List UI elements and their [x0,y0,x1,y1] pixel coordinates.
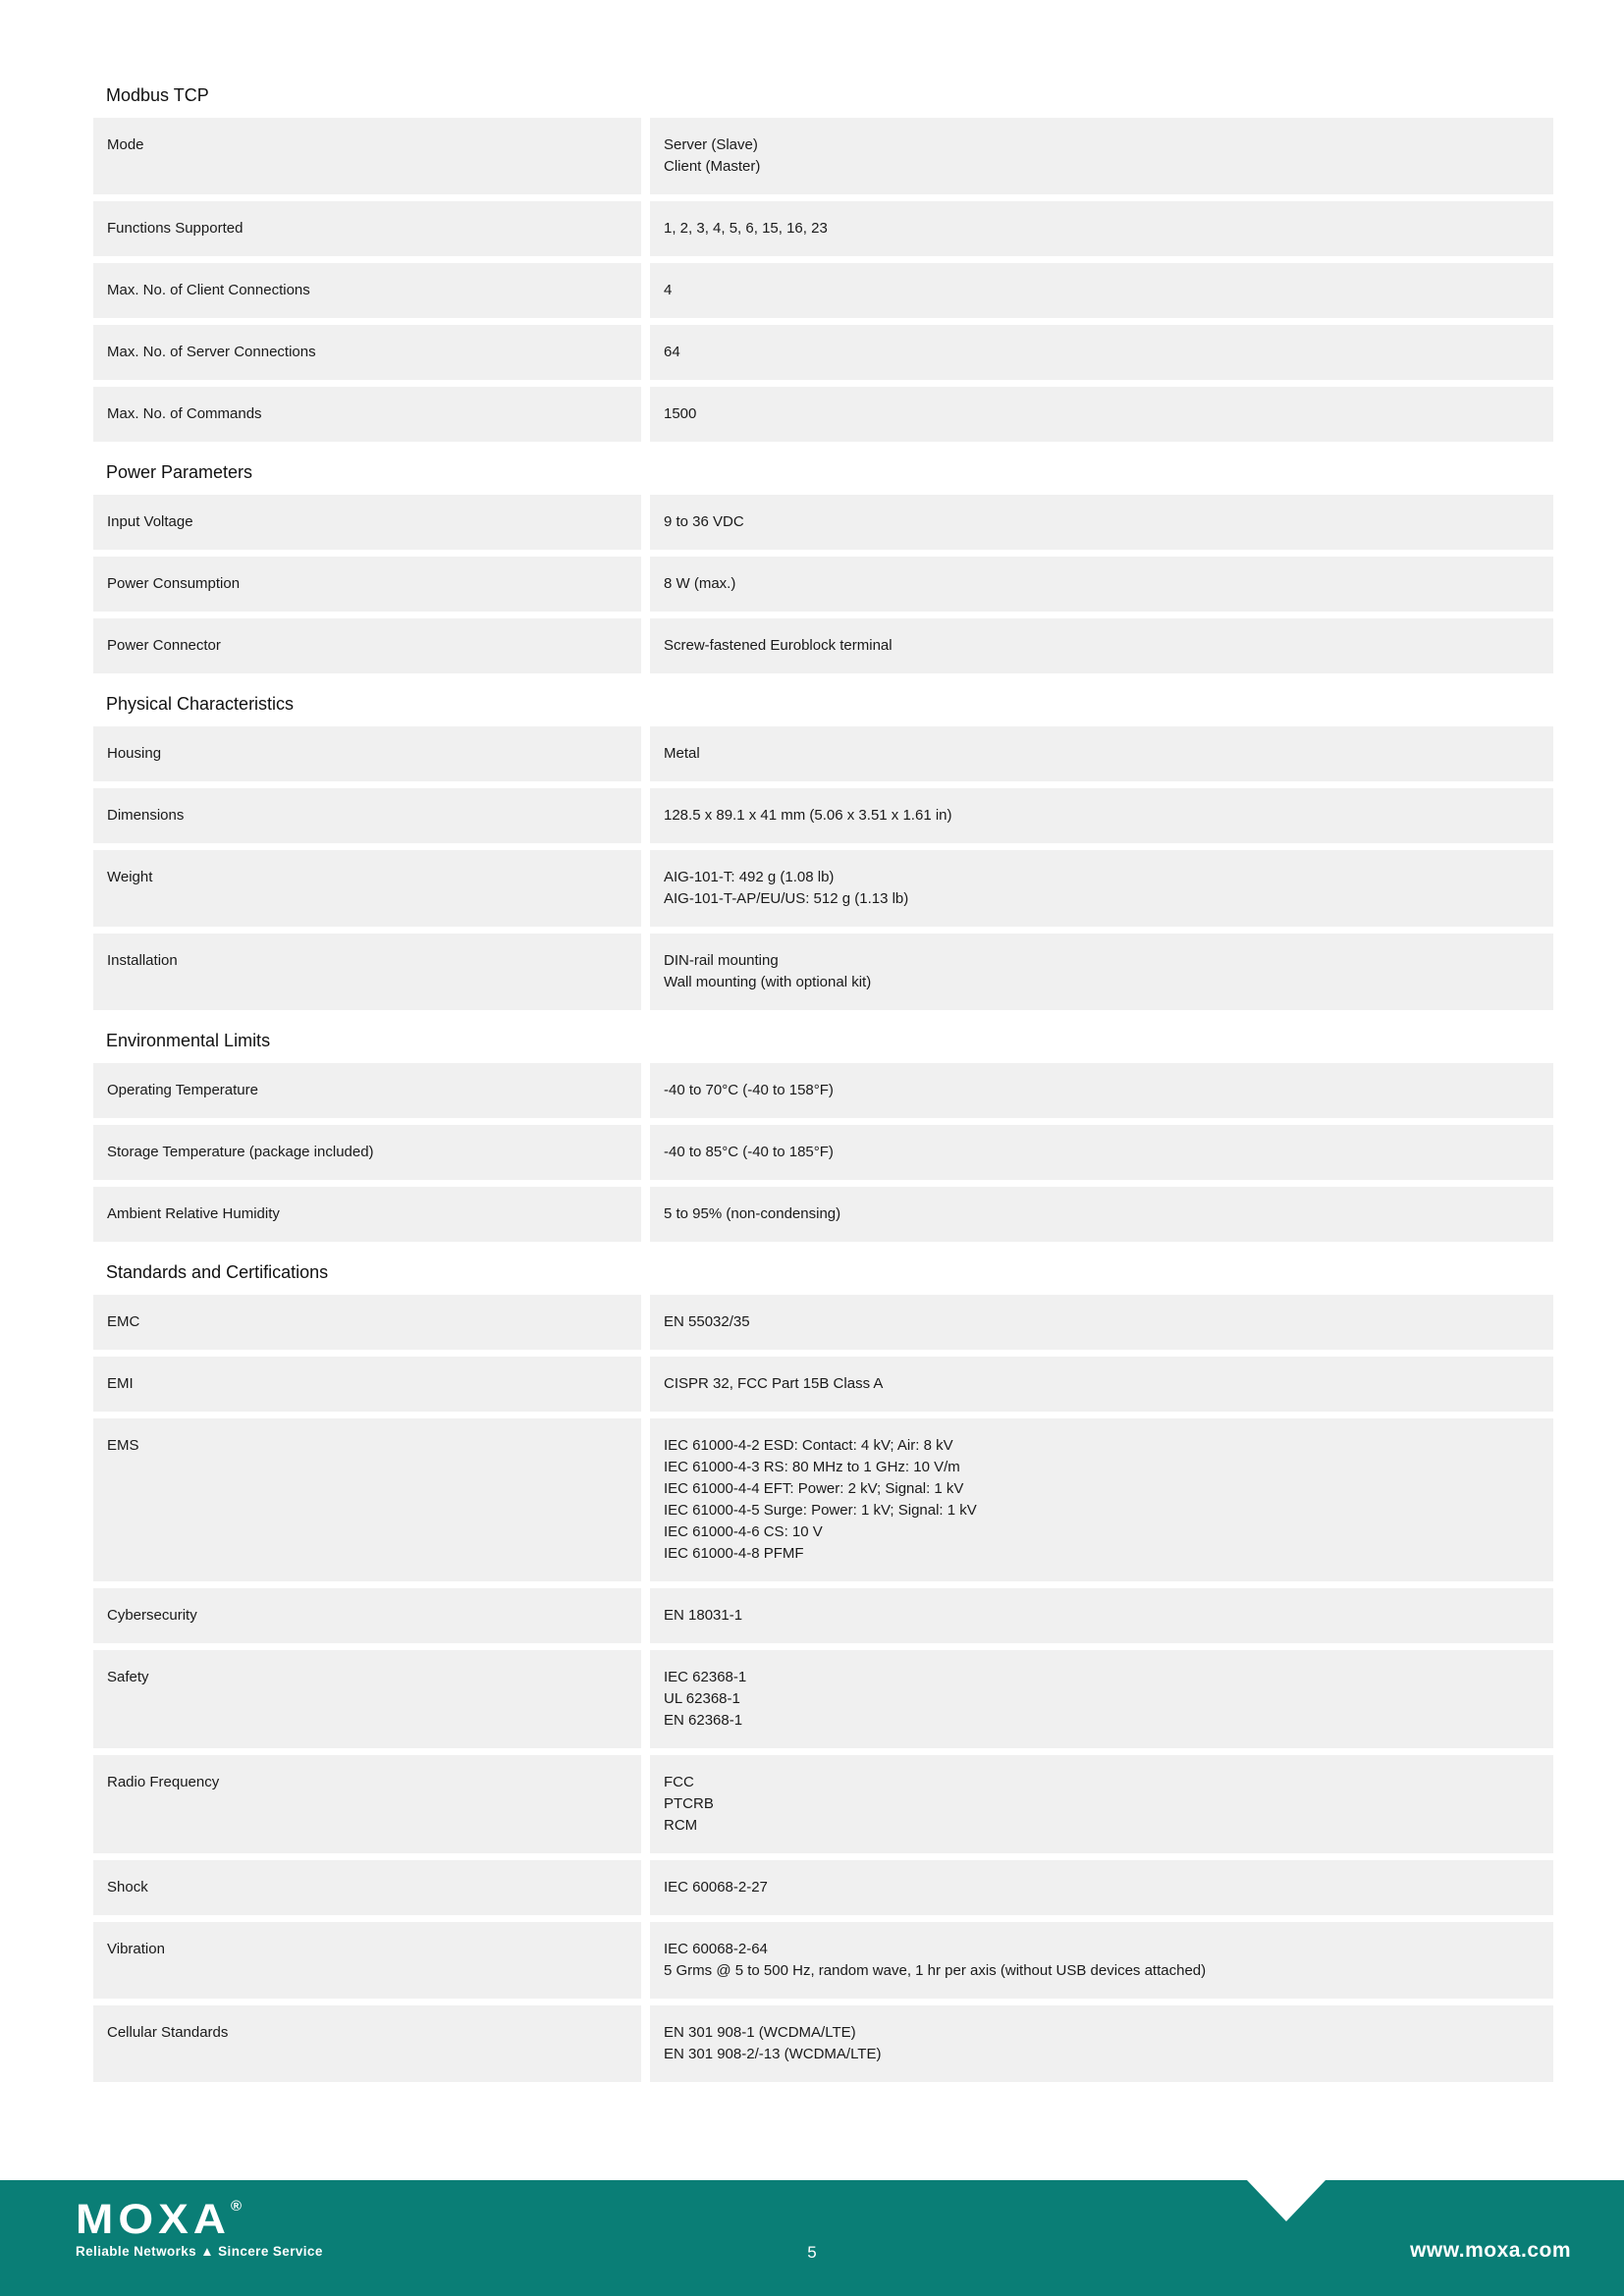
spec-section [93,461,1553,673]
spec-value-line: 5 to 95% (non-condensing) [664,1205,841,1222]
spec-value-line: CISPR 32, FCC Part 15B Class A [664,1375,884,1392]
spec-value-line: Server (Slave) [664,136,758,153]
spec-value-line: 1, 2, 3, 4, 5, 6, 15, 16, 23 [664,220,828,237]
spec-row [93,1755,1553,1853]
spec-section [93,1261,1553,2082]
moxa-logo [76,2195,323,2259]
spec-row [93,1295,1553,1350]
spec-value [650,1588,1553,1643]
spec-value-line: Metal [664,745,700,762]
spec-row [93,726,1553,781]
section-title: Standards and Certifications [106,1262,329,1282]
spec-value [650,263,1553,318]
spec-row [93,118,1553,194]
spec-value-line: IEC 60068-2-27 [664,1879,768,1896]
spec-value [650,1860,1553,1915]
spec-value-line: 4 [664,282,673,298]
spec-row [93,1860,1553,1915]
spec-value-line: 9 to 36 VDC [664,513,744,530]
spec-row [93,1922,1553,1999]
spec-label: Safety [93,1650,641,1748]
spec-value-line: 1500 [664,405,697,422]
spec-value [650,2005,1553,2082]
spec-value [650,325,1553,380]
spec-value [650,118,1553,194]
spec-value-line: Client (Master) [664,158,761,175]
spec-label: Cellular Standards [93,2005,641,2082]
spec-value-line: 5 Grms @ 5 to 500 Hz, random wave, 1 hr per axis (without USB devices attached) [664,1962,1207,1979]
spec-value [650,1295,1553,1350]
spec-row [93,788,1553,843]
spec-value-line: IEC 60068-2-64 [664,1941,768,1957]
spec-value-line: EN 18031-1 [664,1607,743,1624]
page-footer [0,2180,1624,2296]
spec-value-line: IEC 61000-4-6 CS: 10 V [664,1523,823,1540]
spec-value-line: 8 W (max.) [664,575,736,592]
spec-label: Max. No. of Server Connections [93,325,641,380]
spec-row [93,325,1553,380]
page-number: 5 [807,2243,817,2262]
spec-value-line: 64 [664,344,680,360]
spec-section [93,84,1553,442]
spec-value [650,495,1553,550]
spec-label: Radio Frequency [93,1755,641,1853]
spec-row [93,557,1553,612]
spec-tables [93,0,1553,2089]
footer-notch-triangle [1247,2180,1326,2221]
spec-row [93,2005,1553,2082]
spec-value-line: EN 301 908-1 (WCDMA/LTE) [664,2024,856,2041]
spec-label: Operating Temperature [93,1063,641,1118]
spec-row [93,263,1553,318]
spec-label: Vibration [93,1922,641,1999]
spec-value-line: PTCRB [664,1795,714,1812]
spec-value-line: IEC 61000-4-5 Surge: Power: 1 kV; Signal: 1 kV [664,1502,977,1519]
moxa-logo-text: MOXA [76,2195,231,2243]
spec-label: Cybersecurity [93,1588,641,1643]
spec-value [650,1922,1553,1999]
spec-value [650,1357,1553,1412]
spec-value [650,201,1553,256]
spec-label: Max. No. of Client Connections [93,263,641,318]
spec-label: Housing [93,726,641,781]
spec-value [650,1650,1553,1748]
spec-value [650,387,1553,442]
website-link[interactable]: www.moxa.com [1410,2239,1571,2262]
spec-label: EMS [93,1418,641,1581]
spec-value-line: IEC 61000-4-3 RS: 80 MHz to 1 GHz: 10 V/m [664,1459,960,1475]
spec-value-line: -40 to 85°C (-40 to 185°F) [664,1144,834,1160]
section-title: Environmental Limits [106,1031,271,1050]
spec-label: Installation [93,934,641,1010]
spec-value-line: IEC 61000-4-8 PFMF [664,1545,804,1562]
spec-value-line: IEC 61000-4-2 ESD: Contact: 4 kV; Air: 8 kV [664,1437,953,1454]
spec-section [93,693,1553,1010]
spec-section [93,1030,1553,1242]
section-title: Physical Characteristics [106,694,295,714]
spec-label: EMI [93,1357,641,1412]
spec-row [93,1650,1553,1748]
spec-value [650,788,1553,843]
spec-row [93,618,1553,673]
spec-row [93,1418,1553,1581]
spec-value-line: -40 to 70°C (-40 to 158°F) [664,1082,834,1098]
spec-label: Shock [93,1860,641,1915]
spec-value-line: EN 62368-1 [664,1712,743,1729]
spec-value [650,1125,1553,1180]
spec-label: Power Connector [93,618,641,673]
spec-value-line: Screw-fastened Euroblock terminal [664,637,893,654]
spec-value-line: DIN-rail mounting [664,952,779,969]
spec-label: Functions Supported [93,201,641,256]
spec-value [650,618,1553,673]
spec-label: Input Voltage [93,495,641,550]
spec-value [650,1755,1553,1853]
spec-value-line: EN 301 908-2/-13 (WCDMA/LTE) [664,2046,882,2062]
spec-row [93,1187,1553,1242]
section-title: Power Parameters [106,462,253,482]
spec-value-line: RCM [664,1817,698,1834]
spec-label: Dimensions [93,788,641,843]
spec-label: Weight [93,850,641,927]
spec-row [93,1588,1553,1643]
spec-value-line: Wall mounting (with optional kit) [664,974,872,990]
spec-row [93,1125,1553,1180]
spec-row [93,201,1553,256]
spec-value [650,557,1553,612]
spec-row [93,1063,1553,1118]
spec-label: EMC [93,1295,641,1350]
spec-label: Storage Temperature (package included) [93,1125,641,1180]
spec-row [93,495,1553,550]
spec-value-line: 128.5 x 89.1 x 41 mm (5.06 x 3.51 x 1.61 in) [664,807,952,824]
spec-row [93,850,1553,927]
spec-value [650,1187,1553,1242]
spec-value [650,850,1553,927]
registered-trademark-icon: ® [231,2198,243,2215]
spec-value-line: EN 55032/35 [664,1313,750,1330]
spec-value [650,1063,1553,1118]
spec-row [93,934,1553,1010]
spec-label: Mode [93,118,641,194]
spec-value [650,726,1553,781]
spec-value-line: FCC [664,1774,694,1790]
spec-value [650,934,1553,1010]
spec-value-line: UL 62368-1 [664,1690,740,1707]
spec-value-line: AIG-101-T: 492 g (1.08 lb) [664,869,835,885]
spec-value-line: IEC 62368-1 [664,1669,747,1685]
section-title: Modbus TCP [106,85,209,105]
spec-value-line: IEC 61000-4-4 EFT: Power: 2 kV; Signal: 1 kV [664,1480,964,1497]
spec-row [93,1357,1553,1412]
spec-label: Max. No. of Commands [93,387,641,442]
spec-value-line: AIG-101-T-AP/EU/US: 512 g (1.13 lb) [664,890,909,907]
moxa-logo-tagline: Reliable Networks ▲ Sincere Service [76,2244,323,2259]
spec-value [650,1418,1553,1581]
spec-row [93,387,1553,442]
spec-label: Power Consumption [93,557,641,612]
spec-label: Ambient Relative Humidity [93,1187,641,1242]
